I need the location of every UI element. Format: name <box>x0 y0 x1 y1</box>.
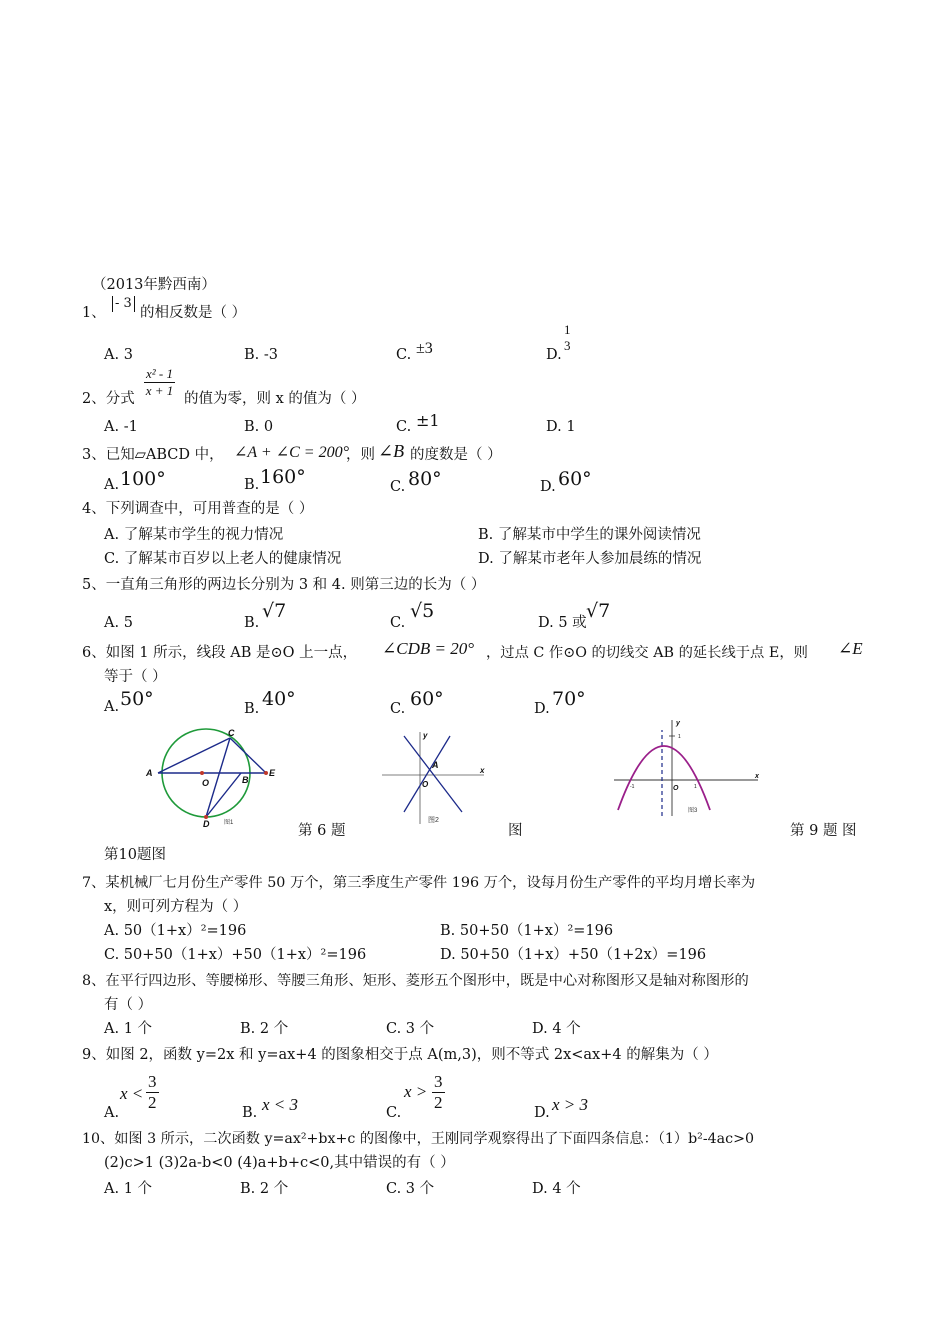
caption-question-9: 第 9 题 图 <box>790 823 857 839</box>
figure-3-parabola <box>612 716 762 820</box>
q2-option-c: C. <box>396 419 412 435</box>
q8-stem-line1: 8、在平行四边形、等腰梯形、等腰三角形、矩形、菱形五个图形中，既是中心对称图形又是轴对称图形的 <box>82 973 749 989</box>
q4-option-d: D. 了解某市老年人参加晨练的情况 <box>478 551 702 567</box>
q6-option-b: B. <box>244 701 260 717</box>
fig1-label-e: E <box>269 768 276 778</box>
fig1-label-a: A <box>146 768 153 778</box>
q3-option-d: D. <box>540 479 556 495</box>
q1-option-c: C. <box>396 347 412 363</box>
q5-option-d-value: √7 <box>586 600 611 622</box>
q5-option-c-value: √5 <box>410 600 435 622</box>
q9-option-a-lhs: x < <box>120 1084 144 1103</box>
q1-option-d-fraction: 1 3 <box>564 322 571 353</box>
fig1-line-cd <box>206 738 230 817</box>
q7-option-b: B. 50+50（1+x）²=196 <box>440 923 614 939</box>
q6-option-d-value: 70° <box>552 688 586 710</box>
q5-option-b-value: √7 <box>262 600 287 622</box>
q6-option-b-value: 40° <box>262 688 296 710</box>
q2-option-b: B. 0 <box>244 419 274 435</box>
fig1-line-bd <box>206 773 241 817</box>
q8-option-b: B. 2 个 <box>240 1021 289 1037</box>
q4-stem: 4、下列调查中，可用普查的是（ ） <box>82 501 314 517</box>
q6-option-d: D. <box>534 701 550 717</box>
q9-option-a-fraction: $\frac{3}{2}$ <box>148 1072 157 1112</box>
fig3-caption: 图3 <box>688 808 698 814</box>
q6-lead: 6、如图 1 所示，线段 AB 是⊙O 上一点， <box>82 645 358 661</box>
q8-stem-line2: 有（ ） <box>104 997 153 1013</box>
q7-option-a: A. 50（1+x）²=196 <box>104 923 247 939</box>
fig3-parabola-curve <box>618 746 710 810</box>
q6-option-c-value: 60° <box>410 688 444 710</box>
q1-option-d: D. <box>546 347 562 363</box>
q3-option-b: B. <box>244 477 260 493</box>
q7-option-c: C. 50+50（1+x）+50（1+x）²=196 <box>104 947 367 963</box>
q10-stem-line1: 10、如图 3 所示，二次函数 y=ax²+bx+c 的图像中，王刚同学观察得出了下面四条信息：（1）b²-4ac>0 <box>82 1131 754 1147</box>
q1-option-c-value: ±3 <box>416 340 433 357</box>
q1-number: 1、 <box>82 305 106 321</box>
q6-stem: ，过点 C 作⊙O 的切线交 AB 的延长线于点 E，则 <box>486 645 808 661</box>
q9-option-a: A. <box>104 1105 120 1121</box>
figure-2-lines <box>380 728 490 828</box>
fig1-caption: 图1 <box>224 820 234 826</box>
fig3-label-1-x: 1 <box>694 784 697 790</box>
q6-condition: ∠CDB = 20° <box>382 639 475 658</box>
q3-option-c: C. <box>390 479 406 495</box>
fig3-label-y: y <box>676 720 680 727</box>
q5-option-a: A. 5 <box>104 615 133 631</box>
q6-option-a: A. <box>104 699 120 715</box>
q2-fraction: $\frac{\text{x² - 1}}{x + 1}$ <box>145 366 174 398</box>
q3-option-b-value: 160° <box>260 466 306 488</box>
caption-question-10: 第10题图 <box>104 847 166 863</box>
fig1-label-d: D <box>203 819 210 828</box>
q10-option-b: B. 2 个 <box>240 1181 289 1197</box>
q4-option-c: C. 了解某市百岁以上老人的健康情况 <box>104 551 342 567</box>
fig2-label-o: O <box>422 780 429 789</box>
q9-option-c: C. <box>386 1105 402 1121</box>
q3-option-c-value: 80° <box>408 468 442 490</box>
q6-option-c: C. <box>390 701 406 717</box>
q7-stem-line1: 7、某机械厂七月份生产零件 50 万个，第三季度生产零件 196 万个，设每月份生产零件的平均月增长率为 <box>82 875 756 891</box>
q2-option-d: D. 1 <box>546 419 576 435</box>
q3-lead: 3、已知▱ABCD 中， <box>82 447 224 463</box>
fig2-caption: 图2 <box>428 817 439 824</box>
fig1-line-ac <box>158 738 230 773</box>
q1-absolute-value: - 3 <box>112 296 135 312</box>
q3-condition: ∠A + ∠C = 200° <box>234 444 349 461</box>
figure-1-circle <box>144 728 284 828</box>
q9-option-c-fraction: $\frac{3}{2}$ <box>434 1072 443 1112</box>
fig2-label-x: x <box>480 766 485 775</box>
fig1-point-e <box>264 771 268 775</box>
q9-option-b: B. <box>242 1105 258 1121</box>
fig1-label-o: O <box>202 778 210 788</box>
q10-stem-line2: (2)c>1 (3)2a-b<0 (4)a+b+c<0,其中错误的有（ ） <box>104 1155 455 1171</box>
q3-option-d-value: 60° <box>558 468 592 490</box>
q3-stem: 的度数是（ ） <box>410 447 502 463</box>
fig1-label-b: B <box>242 775 249 785</box>
fig1-line-ce <box>230 738 266 773</box>
q2-option-c-value: ±1 <box>416 411 440 430</box>
q4-option-b: B. 了解某市中学生的课外阅读情况 <box>478 527 701 543</box>
fig2-label-y: y <box>423 731 428 740</box>
q1-option-b: B. -3 <box>244 347 278 363</box>
q5-option-b: B. <box>244 615 260 631</box>
fig2-line-2 <box>404 736 450 812</box>
q5-option-c: C. <box>390 615 406 631</box>
q6-option-a-value: 50° <box>120 688 154 710</box>
q9-option-d: D. <box>534 1105 550 1121</box>
fig3-label-neg1: -1 <box>630 784 635 790</box>
caption-question-6: 第 6 题 <box>298 823 346 839</box>
q7-stem-line2: x，则可列方程为（ ） <box>104 899 248 915</box>
q8-option-d: D. 4 个 <box>532 1021 581 1037</box>
q3-mid: ，则 <box>346 447 375 463</box>
q9-option-b-value: x < 3 <box>262 1095 299 1114</box>
q8-option-c: C. 3 个 <box>386 1021 435 1037</box>
fig3-label-x: x <box>755 773 759 780</box>
fig1-label-c: C <box>228 728 235 738</box>
fig1-point-o <box>200 771 204 775</box>
fig3-label-o: O <box>673 785 679 792</box>
caption-figure: 图 <box>508 823 523 839</box>
q2-lead: 2、分式 <box>82 391 135 407</box>
q2-stem: 的值为零，则 x 的值为（ ） <box>184 391 366 407</box>
q10-option-d: D. 4 个 <box>532 1181 581 1197</box>
q3-option-a-value: 100° <box>120 468 166 490</box>
q3-option-a: A. <box>104 477 120 493</box>
fig3-label-1-y: 1 <box>678 734 681 740</box>
q5-option-d: D. 5 或 <box>538 615 587 631</box>
q6-angle: ∠E <box>838 639 863 658</box>
q1-stem: 的相反数是（ ） <box>140 305 247 321</box>
fig2-label-a: A <box>432 760 439 770</box>
q1-option-a: A. 3 <box>104 347 133 363</box>
q9-option-d-value: x > 3 <box>552 1095 589 1114</box>
q8-option-a: A. 1 个 <box>104 1021 153 1037</box>
q10-option-c: C. 3 个 <box>386 1181 435 1197</box>
header-source: （2013年黔西南） <box>92 277 216 293</box>
q4-option-a: A. 了解某市学生的视力情况 <box>104 527 284 543</box>
q5-stem: 5、一直角三角形的两边长分别为 3 和 4. 则第三边的长为（ ） <box>82 577 486 593</box>
q2-option-a: A. -1 <box>104 419 138 435</box>
q9-option-c-lhs: x > <box>404 1082 428 1101</box>
q3-angle: ∠B <box>378 441 405 461</box>
q10-option-a: A. 1 个 <box>104 1181 153 1197</box>
fig2-line-1 <box>404 736 462 812</box>
q6-stem-line2: 等于（ ） <box>104 669 167 685</box>
q7-option-d: D. 50+50（1+x）+50（1+2x）=196 <box>440 947 707 963</box>
q9-stem: 9、如图 2，函数 y=2x 和 y=ax+4 的图象相交于点 A(m,3)，则不等式 2x<ax+4 的解集为（ ） <box>82 1047 718 1063</box>
